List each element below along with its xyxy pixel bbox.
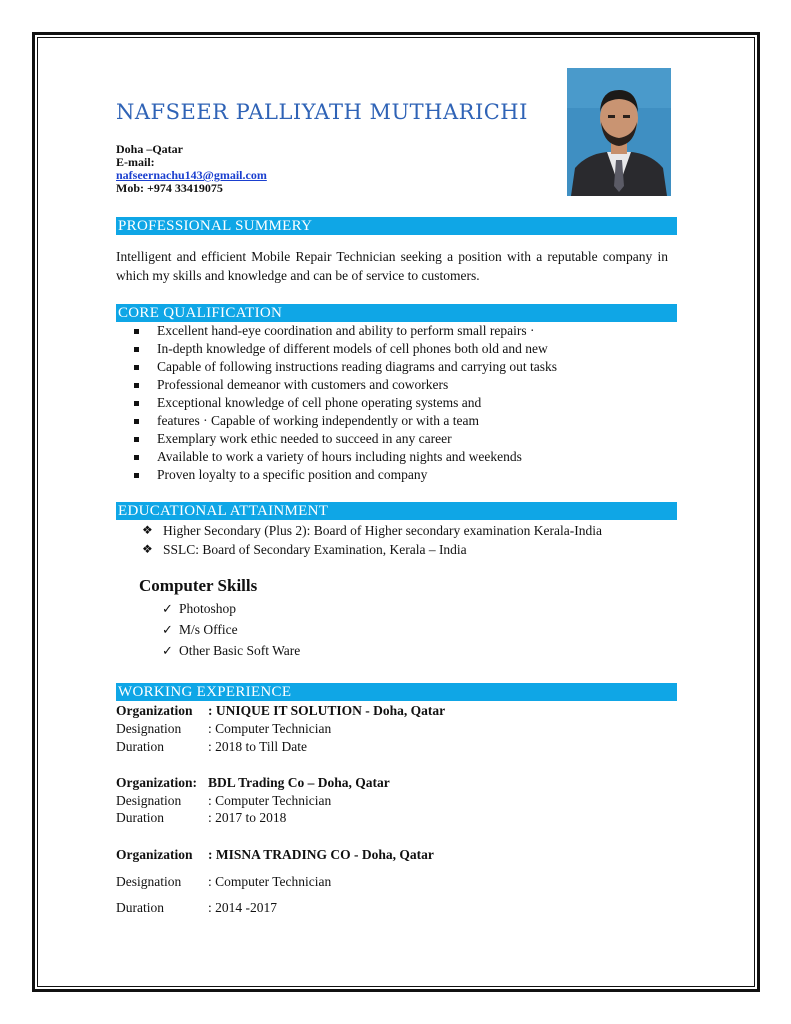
email-link[interactable]: nafseernachu143@gmail.com	[116, 168, 267, 182]
experience-heading: WORKING EXPERIENCE	[118, 684, 292, 700]
job-designation: Designation : Computer Technician	[116, 874, 332, 889]
education-list	[116, 521, 602, 559]
education-heading: EDUCATIONAL ATTAINMENT	[118, 503, 329, 519]
list-item: ✓ Photoshop	[162, 598, 300, 619]
job-designation: Designation : Computer Technician	[116, 721, 332, 736]
email-label: E-mail:	[116, 155, 155, 169]
list-item: ❖ SSLC: Board of Secondary Examination, Kerala – India	[142, 542, 467, 557]
profile-photo	[567, 68, 671, 196]
list-item: Capable of following instructions reading diagrams and carrying out tasks	[116, 358, 557, 376]
section-bar-experience	[116, 683, 677, 701]
computer-skills-heading: Computer Skills	[139, 576, 258, 595]
bullet-diamond-icon: ❖	[142, 542, 153, 556]
bullet-square-icon	[134, 347, 139, 352]
bullet-square-icon	[134, 419, 139, 424]
section-bar-core	[116, 304, 677, 322]
list-item: Proven loyalty to a specific position and company	[116, 466, 557, 484]
core-heading: CORE QUALIFICATION	[118, 305, 283, 321]
list-item: ✓ Other Basic Soft Ware	[162, 640, 300, 661]
checkmark-icon: ✓	[162, 602, 173, 617]
job-duration: Duration : 2017 to 2018	[116, 810, 287, 825]
checkmark-icon: ✓	[162, 644, 173, 659]
section-bar-summary	[116, 217, 677, 235]
list-item: Exceptional knowledge of cell phone operating systems and	[116, 394, 557, 412]
list-item: ❖ Higher Secondary (Plus 2): Board of Higher secondary examination Kerala-India	[142, 523, 602, 538]
job-duration: Duration : 2014 -2017	[116, 900, 277, 915]
job-duration: Duration : 2018 to Till Date	[116, 739, 308, 754]
list-item: Excellent hand-eye coordination and ability to perform small repairs ·	[116, 322, 557, 340]
bullet-square-icon	[134, 401, 139, 406]
list-item: Available to work a variety of hours including nights and weekends	[116, 448, 557, 466]
bullet-square-icon	[134, 383, 139, 388]
checkmark-icon: ✓	[162, 623, 173, 638]
section-bar-education	[116, 502, 677, 520]
location: Doha –Qatar	[116, 142, 183, 156]
list-item: In-depth knowledge of different models of cell phones both old and new	[116, 340, 557, 358]
job-organization: Organization : UNIQUE IT SOLUTION - Doha, Qatar	[116, 703, 446, 718]
candidate-name: NAFSEER PALLIYATH MUTHARICHI	[116, 100, 528, 124]
job-designation: Designation : Computer Technician	[116, 793, 332, 808]
summary-heading: PROFESSIONAL SUMMERY	[118, 218, 313, 234]
bullet-square-icon	[134, 437, 139, 442]
mobile-number: Mob: +974 33419075	[116, 181, 223, 195]
computer-skills-list	[162, 598, 300, 661]
contact-block	[116, 143, 267, 195]
list-item: features · Capable of working independently or with a team	[116, 412, 557, 430]
core-qualification-list	[116, 322, 557, 484]
bullet-square-icon	[134, 329, 139, 334]
summary-text: Intelligent and efficient Mobile Repair Technician seeking a position with a reputable company in which my skills and knowledge and can be of service to customers.	[116, 249, 668, 283]
bullet-diamond-icon: ❖	[142, 523, 153, 537]
list-item: Professional demeanor with customers and coworkers	[116, 376, 557, 394]
job-organization: Organization : MISNA TRADING CO - Doha, Qatar	[116, 847, 434, 862]
bullet-square-icon	[134, 365, 139, 370]
job-organization: Organization: BDL Trading Co – Doha, Qatar	[116, 775, 390, 790]
list-item: Exemplary work ethic needed to succeed in any career	[116, 430, 557, 448]
bullet-square-icon	[134, 473, 139, 478]
bullet-square-icon	[134, 455, 139, 460]
list-item: ✓ M/s Office	[162, 619, 300, 640]
